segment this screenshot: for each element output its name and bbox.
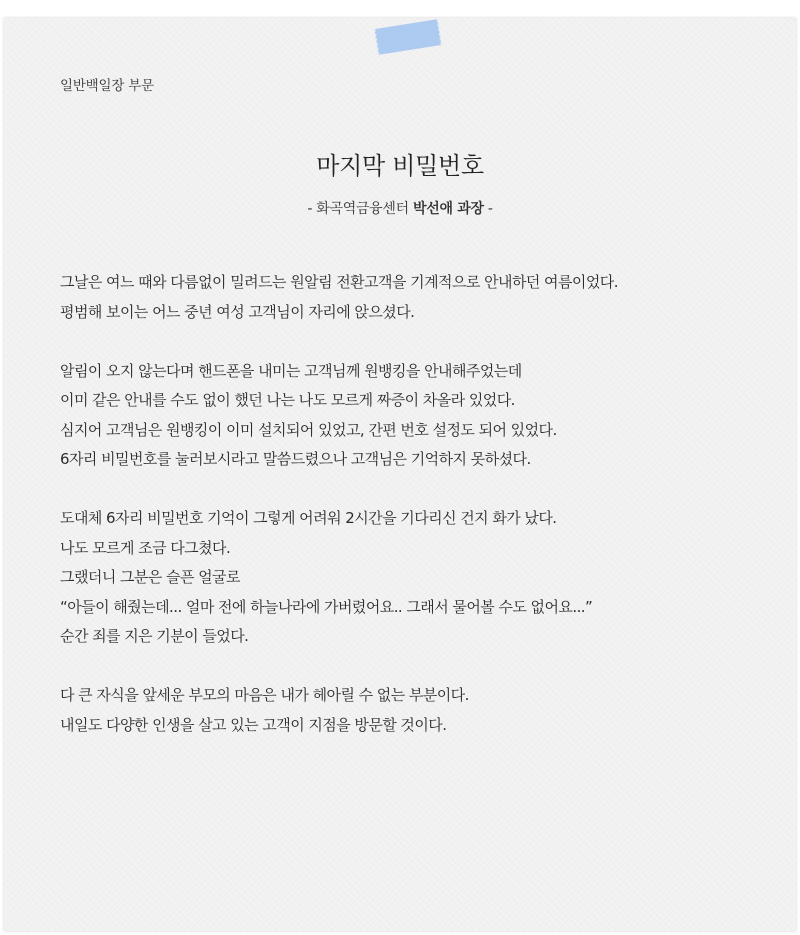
text-line: “아들이 해줬는데... 얼마 전에 하늘나라에 가버렸어요.. 그래서 물어볼 수도 없어요...” bbox=[60, 597, 593, 616]
author-affiliation: 화곡역금융센터 bbox=[316, 201, 413, 217]
text-line: 이미 같은 안내를 수도 없이 했던 나는 나도 모르게 짜증이 차올라 있었다. bbox=[60, 391, 515, 409]
category-label: 일반백일장 부문 bbox=[60, 78, 154, 94]
paragraph bbox=[60, 357, 760, 475]
text-line: 그날은 여느 때와 다름없이 밀려드는 원알림 전환고객을 기계적으로 안내하던 여름이었다. bbox=[60, 273, 618, 291]
paper-sheet bbox=[4, 18, 796, 931]
byline-dash-left: - bbox=[307, 201, 317, 217]
essay-title: 마지막 비밀번호 bbox=[316, 152, 484, 180]
text-line: 다 큰 자식을 앞세운 부모의 마음은 내가 헤아릴 수 없는 부분이다. bbox=[60, 686, 469, 704]
text-line: 나도 모르게 조금 다그쳤다. bbox=[60, 538, 231, 557]
paragraph bbox=[60, 681, 760, 740]
text-line: 그랬더니 그분은 슬픈 얼굴로 bbox=[60, 568, 240, 586]
text-line: 6자리 비밀번호를 눌러보시라고 말씀드렸으나 고객님은 기억하지 못하셨다. bbox=[60, 450, 531, 468]
essay-body bbox=[60, 268, 760, 770]
byline bbox=[4, 198, 796, 218]
text-line: 평범해 보이는 어느 중년 여성 고객님이 자리에 앉으셨다. bbox=[60, 302, 415, 321]
text-line: 도대체 6자리 비밀번호 기억이 그렇게 어려워 2시간을 기다리신 건지 화가 났다. bbox=[60, 509, 557, 527]
text-line: 내일도 다양한 인생을 살고 있는 고객이 지점을 방문할 것이다. bbox=[60, 715, 447, 734]
masking-tape bbox=[374, 19, 441, 55]
text-line: 순간 죄를 지은 기분이 들었다. bbox=[60, 627, 249, 645]
paragraph bbox=[60, 268, 760, 327]
byline-dash-right: - bbox=[483, 201, 493, 217]
paragraph bbox=[60, 504, 760, 652]
author-name: 박선애 과장 bbox=[413, 201, 484, 217]
text-line: 심지어 고객님은 원뱅킹이 이미 설치되어 있었고, 간편 번호 설정도 되어 있었다. bbox=[60, 420, 557, 439]
text-line: 알림이 오지 않는다며 핸드폰을 내미는 고객님께 원뱅킹을 안내해주었는데 bbox=[60, 361, 522, 380]
